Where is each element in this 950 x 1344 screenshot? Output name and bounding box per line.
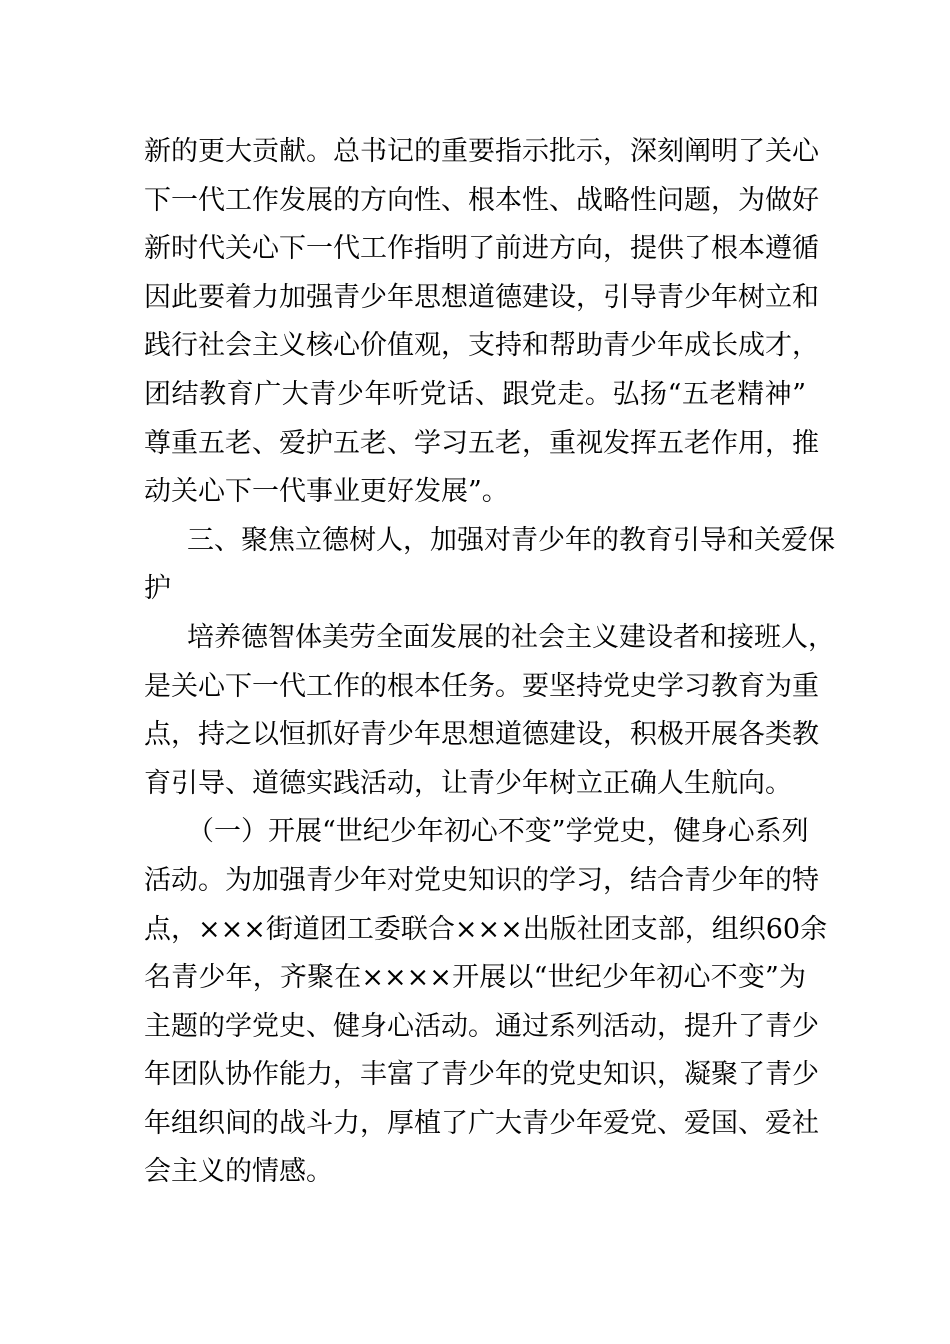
text-line: 会主义的情感。: [144, 1156, 333, 1188]
text-line: 点，×××街道团工委联合×××出版社团支部，组织60余: [144, 913, 828, 945]
text-line: 年组织间的战斗力，厚植了广大青少年爱党、爱国、爱社: [144, 1107, 819, 1139]
text-line: 动关心下一代事业更好发展”。: [144, 476, 509, 508]
text-line: 主题的学党史、健身心活动。通过系列活动，提升了青少: [144, 1010, 819, 1042]
text-line: 尊重五老、爱护五老、学习五老，重视发挥五老作用，推: [144, 427, 819, 459]
heading-line: 护: [144, 573, 171, 605]
paragraph-activity-1: [144, 808, 828, 1197]
paragraph-task: [144, 614, 835, 808]
text-line: 下一代工作发展的方向性、根本性、战略性问题，为做好: [144, 184, 819, 216]
text-line: 团结教育广大青少年听党话、跟党走。弘扬“五老精神”: [144, 378, 806, 410]
text-line: 名青少年，齐聚在××××开展以“世纪少年初心不变”为: [144, 962, 806, 994]
text-line: 新时代关心下一代工作指明了前进方向，提供了根本遵循: [144, 233, 819, 265]
text-line: 是关心下一代工作的根本任务。要坚持党史学习教育为重: [144, 670, 819, 702]
text-line: 因此要着力加强青少年思想道德建设，引导青少年树立和: [144, 281, 819, 313]
paragraph-continued: [144, 128, 819, 517]
section-heading-3: [144, 517, 835, 614]
text-line: （一）开展“世纪少年初心不变”学党史，健身心系列: [187, 816, 809, 848]
document-body: [144, 128, 835, 1197]
text-line: 践行社会主义核心价值观，支持和帮助青少年成长成才，: [144, 330, 819, 362]
text-line: 培养德智体美劳全面发展的社会主义建设者和接班人，: [187, 621, 835, 653]
text-line: 新的更大贡献。总书记的重要指示批示，深刻阐明了关心: [144, 136, 819, 167]
text-line: 点，持之以恒抓好青少年思想道德建设，积极开展各类教: [144, 719, 819, 751]
text-line: 年团队协作能力，丰富了青少年的党史知识，凝聚了青少: [144, 1059, 819, 1091]
heading-line: 三、聚焦立德树人，加强对青少年的教育引导和关爱保: [187, 524, 835, 556]
text-line: 育引导、道德实践活动，让青少年树立正确人生航向。: [144, 767, 792, 799]
text-line: 活动。为加强青少年对党史知识的学习，结合青少年的特: [144, 864, 819, 896]
